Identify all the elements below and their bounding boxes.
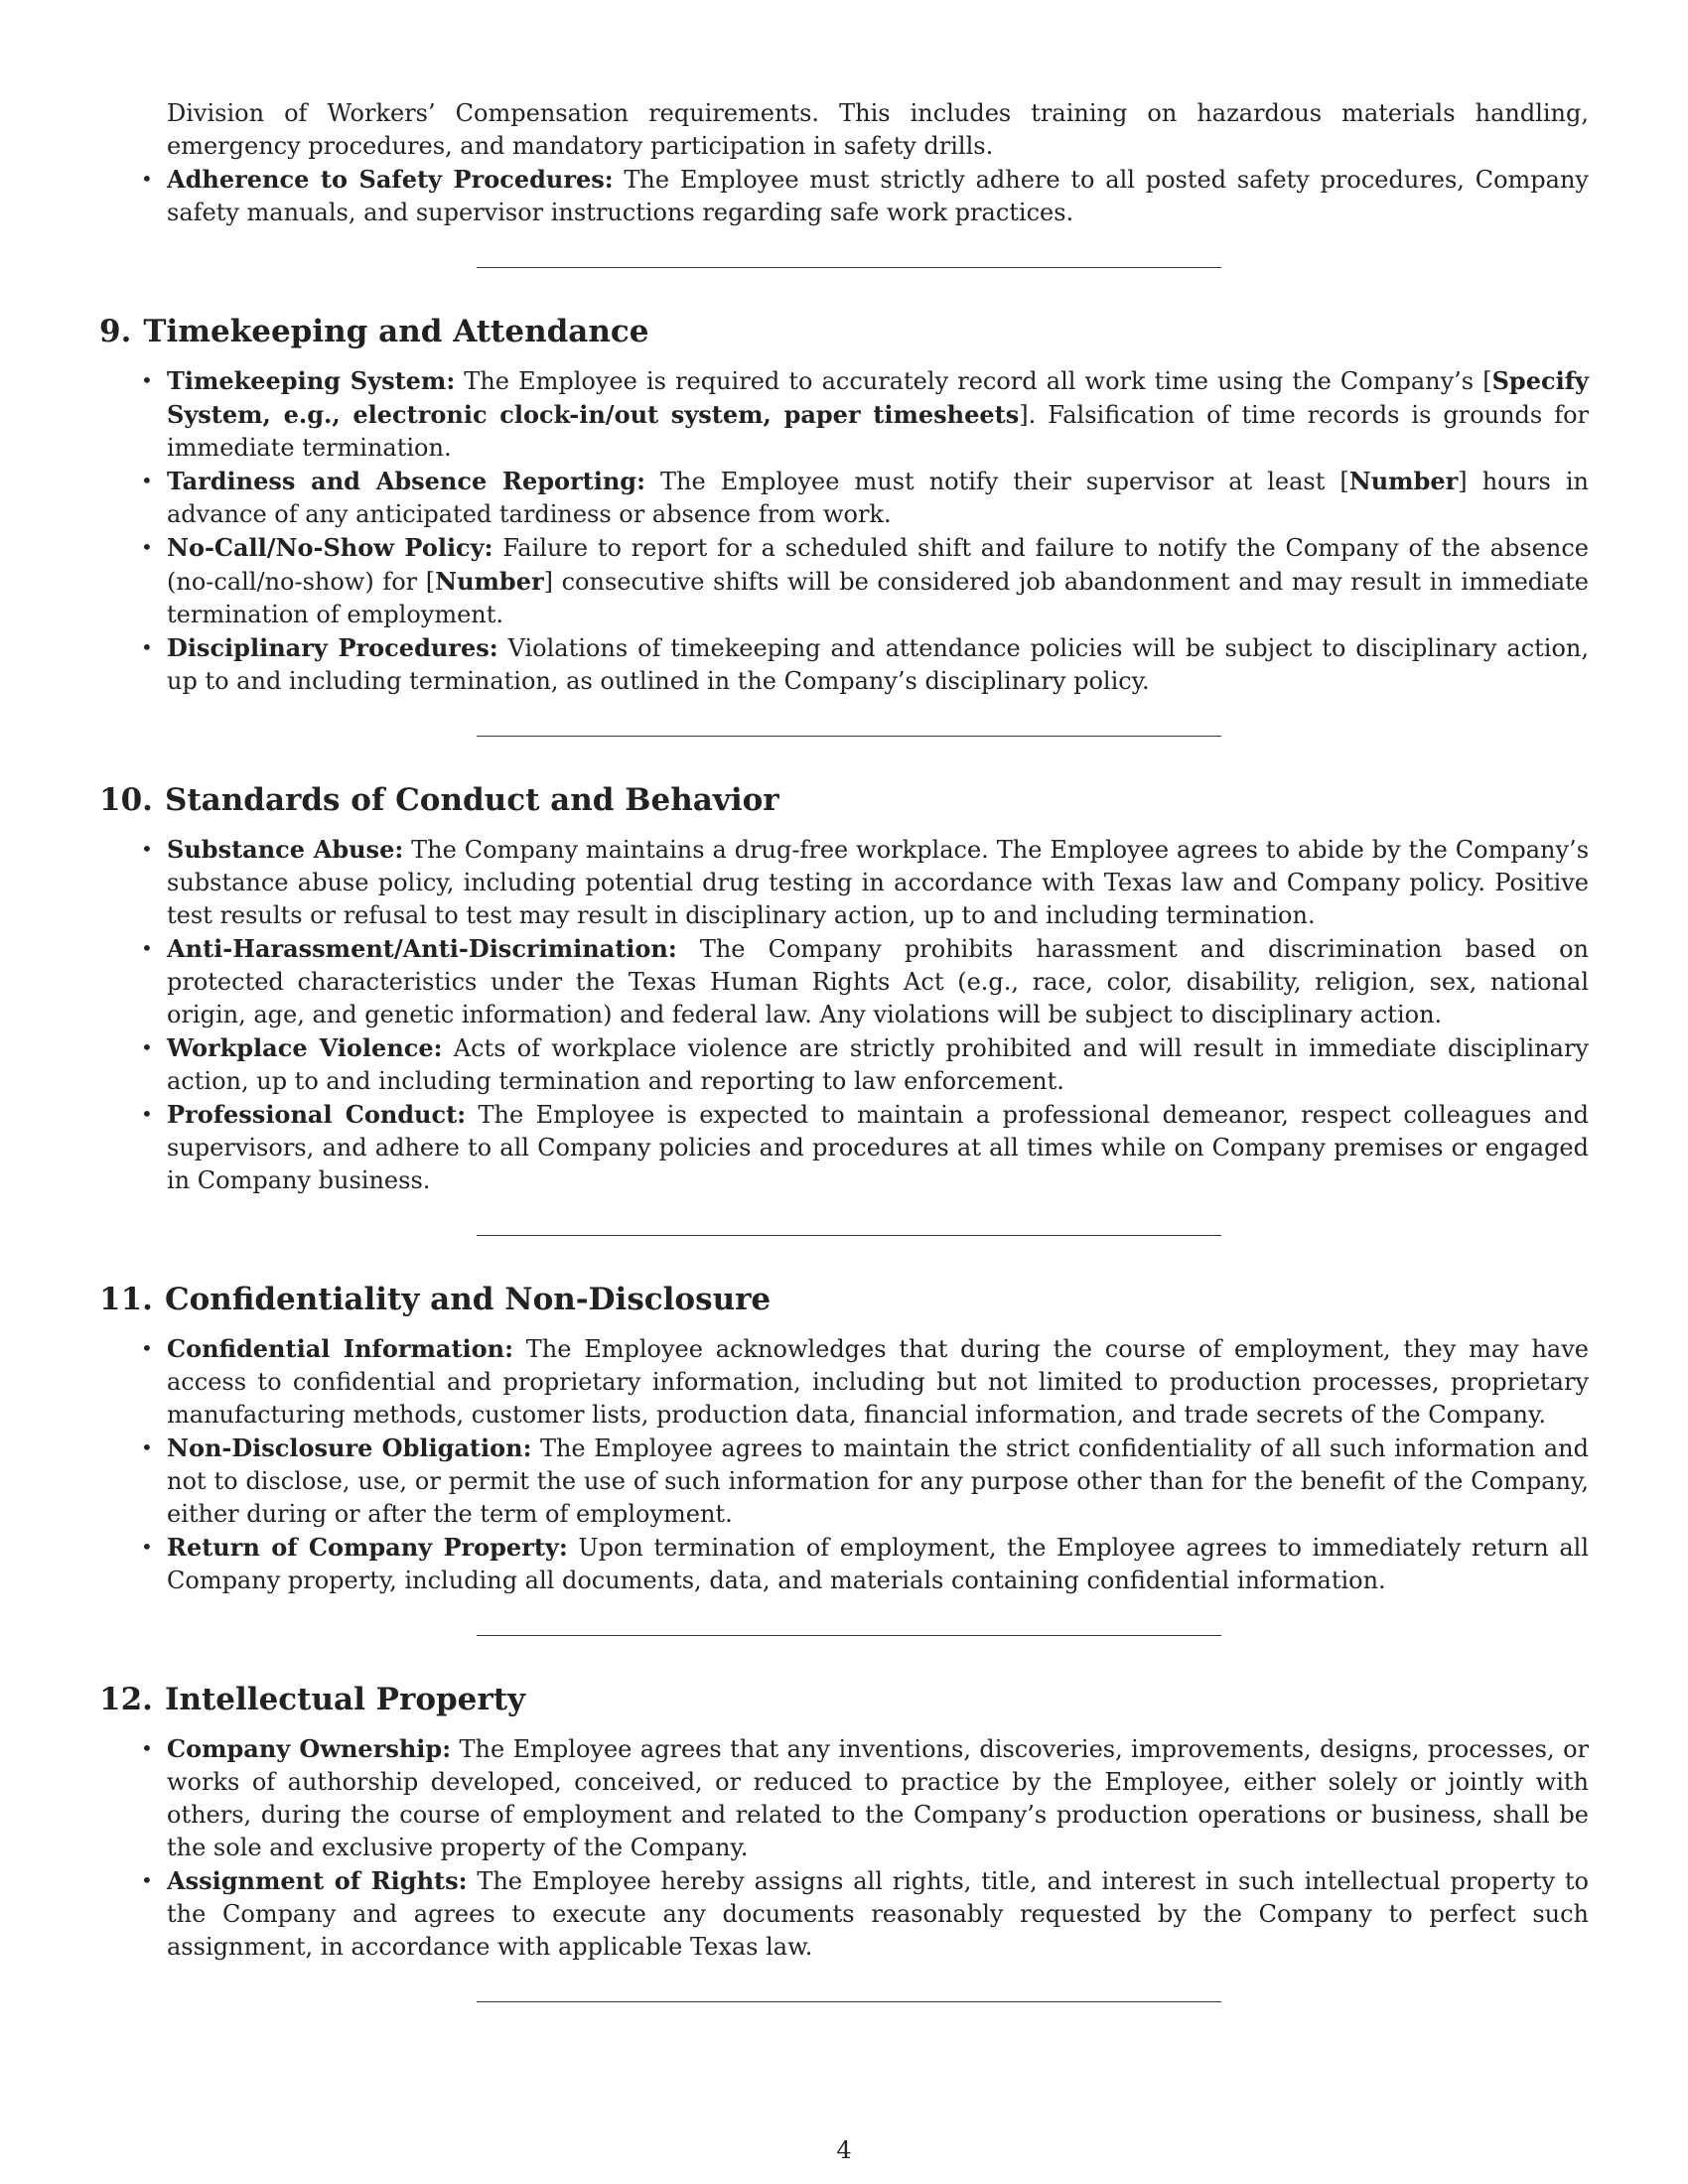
list-item — [141, 465, 1590, 531]
document-page — [99, 97, 1589, 2002]
list-item — [141, 1531, 1589, 1597]
section-heading — [99, 1680, 1589, 1719]
section-list — [99, 1732, 1589, 1964]
item-text: The Employee must notify their supervisor at least [ — [644, 468, 1349, 495]
item-text: The Employee agrees to maintain the strict confidentiality of all such information and not to disclose, use, or permit the use of such information for any purpose other than for the benefit of the Company, either during or after the term of employment. — [167, 1434, 1589, 1528]
bullet-icon: • — [141, 368, 153, 392]
item-text: Division of Workers’ Compensation requirements. This includes training on hazardous materials handling, emergency procedures, and mandatory participation in safety drills. — [167, 99, 1589, 160]
item-text: ] hours in advance of any anticipated tardiness or absence from work. — [167, 468, 1590, 528]
item-term: Assignment of Rights: — [167, 1866, 468, 1895]
bullet-icon: • — [141, 1535, 153, 1559]
list-item — [141, 1432, 1589, 1531]
bullet-icon: • — [141, 1102, 153, 1126]
item-term: Return of Company Property: — [167, 1533, 568, 1562]
bullet-icon: • — [141, 635, 153, 659]
section-divider — [477, 2001, 1221, 2002]
section-list — [99, 1332, 1589, 1597]
bullet-icon: • — [141, 1336, 153, 1360]
list-item — [141, 163, 1589, 229]
item-text: The Employee must strictly adhere to all posted safety procedures, Company safety manuals, and supervisor instructions regarding safe work practices. — [167, 166, 1589, 226]
section-divider — [477, 736, 1221, 737]
bullet-icon: • — [141, 167, 153, 191]
item-text: ]. Falsification of time records is grounds for immediate termination. — [167, 401, 1589, 462]
list-item — [141, 531, 1590, 631]
sections-container — [99, 267, 1589, 2002]
item-term: Timekeeping System: — [167, 366, 456, 395]
item-text: Upon termination of employment, the Employee agrees to immediately return all Company property, including all documents, data, and materials containing confidential information. — [167, 1534, 1589, 1594]
item-text: The Employee acknowledges that during the course of employment, they may have access to confidential and proprietary information, including but not limited to production processes, proprietary manufacturing methods, customer lists, production data, financial information, and trade secrets of the Company. — [167, 1335, 1589, 1429]
bullet-icon: • — [141, 1035, 153, 1059]
item-text: The Employee is expected to maintain a professional demeanor, respect colleagues and supervisors, and adhere to all Company policies and procedures at all times while on Company premises or engaged in Company business. — [167, 1101, 1589, 1194]
section-heading — [99, 780, 1589, 820]
item-text: Failure to report for a scheduled shift and failure to notify the Company of the absence (no-call/no-show) for [ — [167, 534, 1589, 596]
bullet-icon: • — [141, 837, 153, 861]
item-text: The Company maintains a drug-free workplace. The Employee agrees to abide by the Company’s substance abuse policy, including potential drug testing in accordance with Texas law and Company policy. Positive test results or refusal to test may result in disciplinary action, up to and including termination. — [167, 836, 1590, 929]
item-text: The Employee hereby assigns all rights, title, and interest in such intellectual property to the Company and agrees to execute any documents reasonably requested by the Company to perfect such assignment, in accordance with applicable Texas law. — [167, 1867, 1589, 1961]
section-list — [99, 364, 1589, 698]
section-number: 12. — [99, 1682, 153, 1717]
list-item — [167, 97, 1589, 163]
section-list — [99, 833, 1589, 1197]
item-text: The Company prohibits harassment and discrimination based on protected characteristics under the Texas Human Rights Act (e.g., race, color, disability, religion, sex, national origin, age, and genetic information) and federal law. Any violations will be subject to disciplinary action. — [167, 935, 1589, 1028]
list-item — [141, 1031, 1589, 1098]
item-term: Tardiness and Absence Reporting: — [167, 467, 645, 495]
item-text: The Employee agrees that any inventions, discoveries, improvements, designs, processes, or works of authorship developed, conceived, or reduced to practice by the Employee, either solely or jointly with others, during the course of employment and related to the Company’s production operations or business, shall be the sole and exclusive property of the Company. — [167, 1735, 1589, 1861]
item-term: Professional Conduct: — [167, 1100, 467, 1129]
item-term: Substance Abuse: — [167, 835, 404, 864]
placeholder-text: Number — [1348, 467, 1459, 495]
bullet-icon: • — [141, 469, 153, 492]
continuation-list — [99, 97, 1589, 229]
item-term: Anti-Harassment/Anti-Discrimination: — [167, 934, 677, 963]
list-item — [141, 631, 1589, 698]
bullet-icon: • — [141, 1868, 153, 1892]
item-text: Violations of timekeeping and attendance policies will be subject to disciplinary action, up to and including termination, as outlined in the Company’s disciplinary policy. — [167, 634, 1589, 695]
list-item — [141, 364, 1589, 465]
section-title: Intellectual Property — [164, 1682, 526, 1717]
section-title: Confidentiality and Non-Disclosure — [164, 1282, 772, 1317]
page-number: 4 — [836, 2136, 852, 2164]
item-term: Disciplinary Procedures: — [167, 633, 498, 662]
item-text: Acts of workplace violence are strictly prohibited and will result in immediate disciplinary action, up to and including termination and reporting to law enforcement. — [167, 1034, 1589, 1095]
item-term: Non-Disclosure Obligation: — [167, 1433, 532, 1462]
bullet-icon: • — [141, 535, 153, 559]
list-item — [141, 1864, 1589, 1964]
section-number: 9. — [99, 314, 132, 349]
item-text: The Employee is required to accurately record all work time using the Company’s [ — [455, 367, 1492, 395]
item-text: ] consecutive shifts will be considered job abandonment and may result in immediate termination of employment. — [167, 568, 1590, 628]
list-item — [141, 1098, 1589, 1197]
item-term: Workplace Violence: — [167, 1033, 443, 1062]
item-term: Confidential Information: — [167, 1334, 513, 1363]
list-item — [141, 1332, 1589, 1432]
section-divider — [477, 1235, 1221, 1236]
section-title: Standards of Conduct and Behavior — [164, 782, 779, 818]
section-number: 11. — [99, 1282, 153, 1317]
bullet-icon: • — [141, 936, 153, 960]
item-term: Company Ownership: — [167, 1734, 452, 1763]
placeholder-text: Specify System, e.g., electronic clock-in/out system, paper timesheets — [167, 366, 1589, 429]
section-number: 10. — [99, 782, 153, 818]
section-divider — [477, 1635, 1221, 1636]
section-heading — [99, 312, 1589, 351]
list-item — [141, 1732, 1589, 1864]
bullet-icon: • — [141, 1736, 153, 1760]
section-divider — [477, 267, 1221, 268]
section-heading — [99, 1280, 1589, 1319]
list-item — [141, 932, 1589, 1031]
item-term: Adherence to Safety Procedures: — [167, 165, 614, 194]
item-term: No-Call/No-Show Policy: — [167, 533, 493, 562]
bullet-icon: • — [141, 1435, 153, 1459]
section-title: Timekeeping and Attendance — [143, 314, 649, 349]
placeholder-text: Number — [435, 567, 544, 596]
list-item — [141, 833, 1590, 932]
